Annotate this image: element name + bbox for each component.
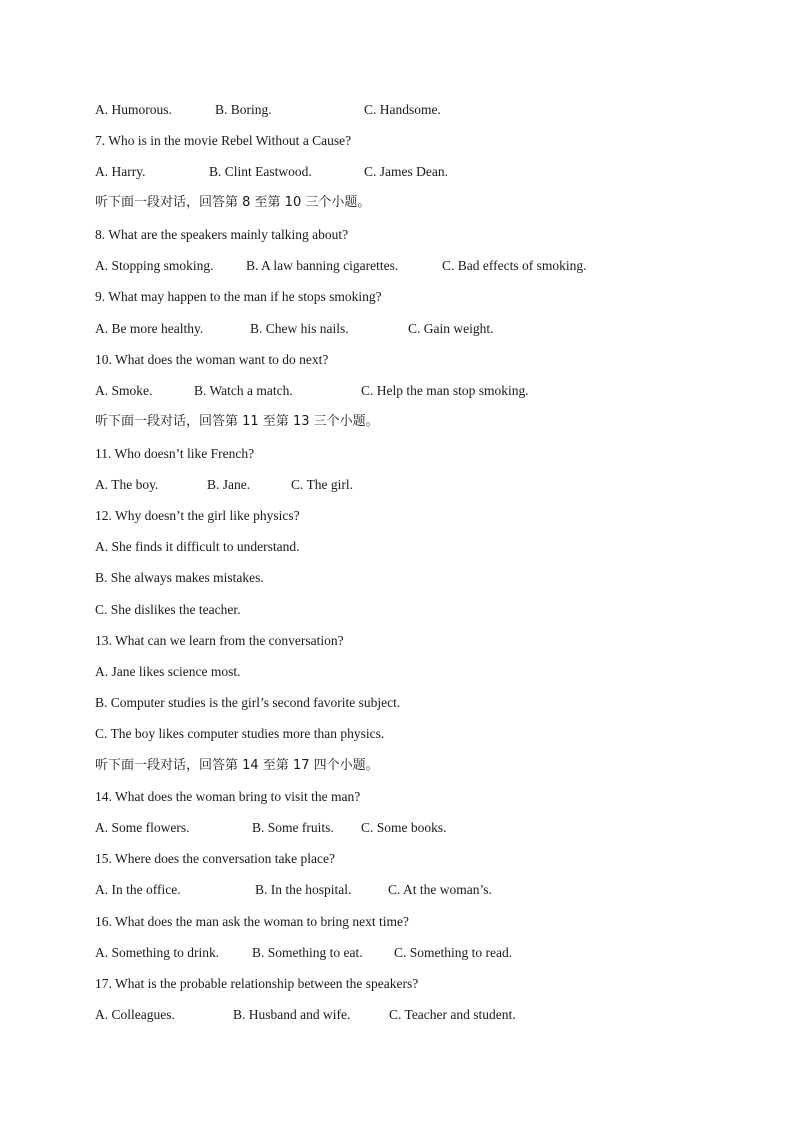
option-b: B. Watch a match. bbox=[194, 383, 293, 398]
option-a: A. The boy. bbox=[95, 477, 159, 492]
option-c: C. Help the man stop smoking. bbox=[361, 383, 529, 398]
option-b: B. In the hospital. bbox=[255, 882, 352, 897]
option-text: B. She always makes mistakes. bbox=[95, 570, 264, 585]
question-text: 8. What are the speakers mainly talking about? bbox=[95, 227, 349, 242]
option-a: A. Something to drink. bbox=[95, 945, 220, 960]
option-c: C. Bad effects of smoking. bbox=[442, 258, 587, 273]
option-c: C. Something to read. bbox=[394, 945, 513, 960]
section-instruction: 听下面一段对话，回答第 11 至第 13 三个小题。 bbox=[95, 414, 379, 429]
option-a: A. Some flowers. bbox=[95, 820, 190, 835]
option-b: B. Chew his nails. bbox=[250, 321, 349, 336]
option-b: B. Some fruits. bbox=[252, 820, 334, 835]
question-text: 9. What may happen to the man if he stops smoking? bbox=[95, 289, 382, 304]
option-c: C. Teacher and student. bbox=[389, 1007, 516, 1022]
option-c: C. James Dean. bbox=[364, 164, 448, 179]
question-text: 17. What is the probable relationship between the speakers? bbox=[95, 976, 419, 991]
option-c: C. At the woman’s. bbox=[388, 882, 492, 897]
option-a: A. Colleagues. bbox=[95, 1007, 175, 1022]
section-instruction: 听下面一段对话，回答第 8 至第 10 三个小题。 bbox=[95, 195, 371, 210]
option-text: C. She dislikes the teacher. bbox=[95, 602, 241, 617]
option-a: A. Be more healthy. bbox=[95, 321, 204, 336]
option-c: C. Handsome. bbox=[364, 102, 441, 117]
option-b: B. Jane. bbox=[207, 477, 251, 492]
option-a: A. In the office. bbox=[95, 882, 181, 897]
question-text: 15. Where does the conversation take place? bbox=[95, 851, 336, 866]
option-a: A. Harry. bbox=[95, 164, 146, 179]
option-text: A. She finds it difficult to understand. bbox=[95, 539, 300, 554]
option-text: B. Computer studies is the girl’s second favorite subject. bbox=[95, 695, 401, 710]
option-a: A. Smoke. bbox=[95, 383, 153, 398]
option-a: A. Humorous. bbox=[95, 102, 172, 117]
question-text: 16. What does the man ask the woman to bring next time? bbox=[95, 914, 409, 929]
option-c: C. Gain weight. bbox=[408, 321, 494, 336]
option-b: B. Something to eat. bbox=[252, 945, 363, 960]
option-a: A. Stopping smoking. bbox=[95, 258, 214, 273]
question-text: 13. What can we learn from the conversation? bbox=[95, 633, 344, 648]
option-b: B. Clint Eastwood. bbox=[209, 164, 312, 179]
option-c: C. Some books. bbox=[361, 820, 447, 835]
question-text: 7. Who is in the movie Rebel Without a Cause? bbox=[95, 133, 352, 148]
question-text: 12. Why doesn’t the girl like physics? bbox=[95, 508, 300, 523]
question-text: 10. What does the woman want to do next? bbox=[95, 352, 329, 367]
option-b: B. Husband and wife. bbox=[233, 1007, 351, 1022]
option-text: A. Jane likes science most. bbox=[95, 664, 241, 679]
option-b: B. Boring. bbox=[215, 102, 272, 117]
question-text: 11. Who doesn’t like French? bbox=[95, 446, 255, 461]
option-b: B. A law banning cigarettes. bbox=[246, 258, 399, 273]
question-text: 14. What does the woman bring to visit the man? bbox=[95, 789, 361, 804]
section-instruction: 听下面一段对话，回答第 14 至第 17 四个小题。 bbox=[95, 758, 379, 773]
option-c: C. The girl. bbox=[291, 477, 353, 492]
option-text: C. The boy likes computer studies more than physics. bbox=[95, 726, 385, 741]
